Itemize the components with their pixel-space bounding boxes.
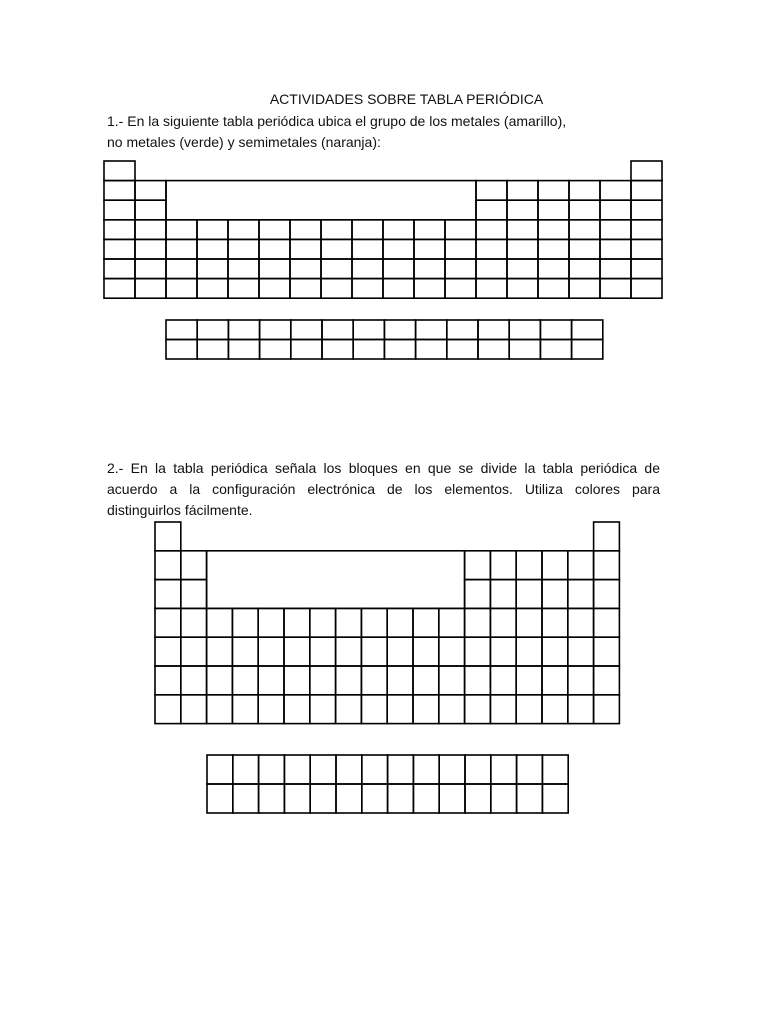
actinide-cell[interactable]: [465, 784, 491, 813]
element-cell[interactable]: [310, 608, 336, 637]
element-cell[interactable]: [155, 551, 181, 580]
lanthanide-cell[interactable]: [542, 755, 568, 784]
element-cell[interactable]: [155, 666, 181, 695]
actinide-cell[interactable]: [362, 784, 388, 813]
element-cell[interactable]: [155, 637, 181, 666]
element-cell[interactable]: [155, 522, 181, 551]
actinide-cell[interactable]: [439, 784, 465, 813]
element-cell[interactable]: [336, 637, 362, 666]
empty-gap-frame: [207, 551, 465, 609]
question-1-line-1: 1.- En la siguiente tabla periódica ubica el grupo de los metales (amarillo),: [107, 113, 567, 129]
element-cell[interactable]: [465, 551, 491, 580]
element-cell[interactable]: [465, 608, 491, 637]
element-cell[interactable]: [310, 637, 336, 666]
element-cell[interactable]: [310, 695, 336, 724]
element-cell[interactable]: [594, 608, 620, 637]
actinide-cell[interactable]: [336, 784, 362, 813]
element-cell[interactable]: [284, 608, 310, 637]
element-cell[interactable]: [155, 695, 181, 724]
element-cell[interactable]: [594, 580, 620, 609]
element-cell[interactable]: [258, 695, 284, 724]
element-cell[interactable]: [516, 666, 542, 695]
element-cell[interactable]: [155, 580, 181, 609]
lanthanide-cell[interactable]: [310, 755, 336, 784]
element-cell[interactable]: [181, 637, 207, 666]
element-cell[interactable]: [542, 608, 568, 637]
element-cell[interactable]: [181, 551, 207, 580]
element-cell[interactable]: [284, 695, 310, 724]
element-cell[interactable]: [542, 551, 568, 580]
element-cell[interactable]: [232, 695, 258, 724]
actinide-cell[interactable]: [413, 784, 439, 813]
lanthanide-cell[interactable]: [259, 755, 285, 784]
element-cell[interactable]: [284, 637, 310, 666]
element-cell[interactable]: [490, 695, 516, 724]
element-cell[interactable]: [387, 637, 413, 666]
lanthanide-cell[interactable]: [439, 755, 465, 784]
element-cell[interactable]: [336, 695, 362, 724]
element-cell[interactable]: [568, 695, 594, 724]
element-cell[interactable]: [439, 695, 465, 724]
element-cell[interactable]: [181, 666, 207, 695]
actinide-cell[interactable]: [284, 784, 310, 813]
element-cell[interactable]: [542, 637, 568, 666]
element-cell[interactable]: [232, 666, 258, 695]
element-cell[interactable]: [594, 522, 620, 551]
element-cell[interactable]: [413, 608, 439, 637]
actinide-cell[interactable]: [517, 784, 543, 813]
lanthanide-cell[interactable]: [207, 755, 233, 784]
question-1-line-2: no metales (verde) y semimetales (naranja):: [107, 134, 381, 150]
element-cell[interactable]: [413, 695, 439, 724]
element-cell[interactable]: [181, 608, 207, 637]
lanthanide-cell[interactable]: [491, 755, 517, 784]
element-cell[interactable]: [516, 608, 542, 637]
actinide-cell[interactable]: [259, 784, 285, 813]
element-cell[interactable]: [465, 695, 491, 724]
element-cell[interactable]: [516, 695, 542, 724]
element-cell[interactable]: [490, 551, 516, 580]
lanthanide-cell[interactable]: [362, 755, 388, 784]
actinide-cell[interactable]: [207, 784, 233, 813]
element-cell[interactable]: [568, 608, 594, 637]
actinide-cell[interactable]: [233, 784, 259, 813]
element-cell[interactable]: [490, 666, 516, 695]
element-cell[interactable]: [568, 551, 594, 580]
element-cell[interactable]: [258, 666, 284, 695]
element-cell[interactable]: [413, 637, 439, 666]
element-cell[interactable]: [465, 580, 491, 609]
question-2-line-2: acuerdo a la configuración electrónica de los elementos. Utiliza colores para: [107, 481, 660, 497]
element-cell[interactable]: [568, 580, 594, 609]
lanthanide-cell[interactable]: [413, 755, 439, 784]
page-title: ACTIVIDADES SOBRE TABLA PERIÓDICA: [269, 91, 544, 107]
element-cell[interactable]: [542, 666, 568, 695]
element-cell[interactable]: [490, 637, 516, 666]
actinide-cell[interactable]: [388, 784, 414, 813]
element-cell[interactable]: [155, 608, 181, 637]
element-cell[interactable]: [361, 695, 387, 724]
element-cell[interactable]: [207, 608, 233, 637]
element-cell[interactable]: [594, 551, 620, 580]
element-cell[interactable]: [232, 637, 258, 666]
element-cell[interactable]: [594, 637, 620, 666]
lanthanide-cell[interactable]: [517, 755, 543, 784]
question-2-text: [107, 458, 660, 521]
element-cell[interactable]: [490, 608, 516, 637]
lanthanide-cell[interactable]: [388, 755, 414, 784]
lanthanide-cell[interactable]: [336, 755, 362, 784]
lanthanide-cell[interactable]: [233, 755, 259, 784]
element-cell[interactable]: [310, 666, 336, 695]
element-cell[interactable]: [439, 637, 465, 666]
element-cell[interactable]: [207, 637, 233, 666]
element-cell[interactable]: [207, 695, 233, 724]
element-cell[interactable]: [258, 608, 284, 637]
element-cell[interactable]: [361, 608, 387, 637]
element-cell[interactable]: [568, 666, 594, 695]
element-cell[interactable]: [490, 580, 516, 609]
element-cell[interactable]: [465, 637, 491, 666]
element-cell[interactable]: [361, 637, 387, 666]
actinide-cell[interactable]: [310, 784, 336, 813]
question-2-line-3: distinguirlos fácilmente.: [107, 502, 253, 518]
element-cell[interactable]: [232, 608, 258, 637]
element-cell[interactable]: [284, 666, 310, 695]
element-cell[interactable]: [542, 580, 568, 609]
element-cell[interactable]: [568, 637, 594, 666]
element-cell[interactable]: [258, 637, 284, 666]
element-cell[interactable]: [465, 666, 491, 695]
actinide-cell[interactable]: [542, 784, 568, 813]
lanthanide-cell[interactable]: [284, 755, 310, 784]
element-cell[interactable]: [207, 666, 233, 695]
lanthanide-cell[interactable]: [465, 755, 491, 784]
element-cell[interactable]: [516, 637, 542, 666]
question-2-line-1: 2.- En la tabla periódica señala los bloques en que se divide la tabla periódica de: [107, 460, 660, 476]
element-cell[interactable]: [181, 580, 207, 609]
element-cell[interactable]: [387, 666, 413, 695]
element-cell[interactable]: [439, 608, 465, 637]
element-cell[interactable]: [413, 666, 439, 695]
element-cell[interactable]: [181, 695, 207, 724]
element-cell[interactable]: [336, 666, 362, 695]
element-cell[interactable]: [516, 580, 542, 609]
element-cell[interactable]: [336, 608, 362, 637]
element-cell[interactable]: [387, 695, 413, 724]
element-cell[interactable]: [594, 695, 620, 724]
element-cell[interactable]: [361, 666, 387, 695]
element-cell[interactable]: [439, 666, 465, 695]
element-cell[interactable]: [594, 666, 620, 695]
element-cell[interactable]: [542, 695, 568, 724]
actinide-cell[interactable]: [491, 784, 517, 813]
element-cell[interactable]: [516, 551, 542, 580]
element-cell[interactable]: [387, 608, 413, 637]
